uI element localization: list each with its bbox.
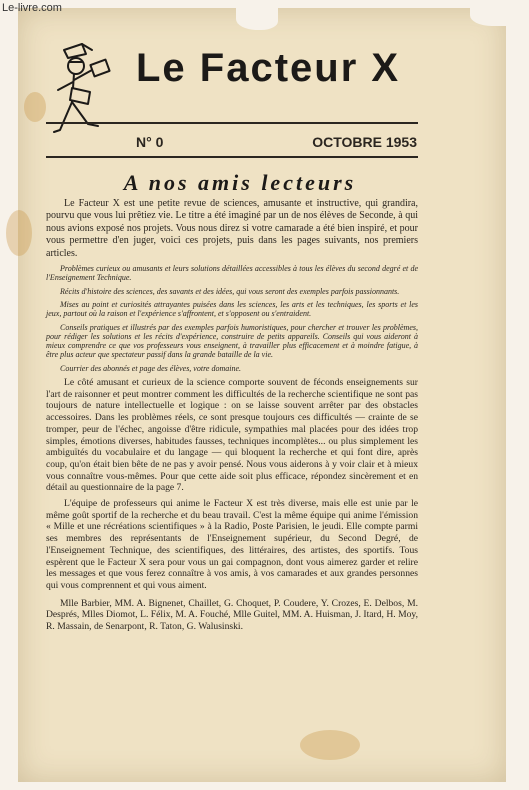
masthead-title: Le Facteur X xyxy=(136,46,401,90)
paper-stain xyxy=(6,210,32,256)
program-item: Récits d'histoire des sciences, des savants et des idées, qui vous seront des exemples parfois passionnants. xyxy=(60,286,400,296)
postman-mascot-icon xyxy=(52,40,122,140)
body-paragraph: Le côté amusant et curieux de la science comporte souvent de féconds enseignements sur l'art de raisonner et peut montrer comment les difficultés de la recherche scientifique ne sont pas toujours de nature intellectuelle et logique : on se laisse souvent arrêter par des obstacles accessoires. Dans les problèmes réels, ce sont presque toujours ces difficultés — crainte de se tromper, peur de l'échec, angoisse d'être ridicule, sympathies mal placées pour des idées trop simples, émotions diverses, habitudes fausses, techniques incomplètes... ou plus simplement les ambiguïtés du vocabulaire et du langage — qui bloquent la recherche et qui font dire, après coup, qu'on était bien bête de ne pas y avoir pensé. Nous vous aiderons à y voir clair et à mieux vous connaître vous-mêmes. Pour que cette aide soit plus efficace, répondez sincèrement et en détail au questionnaire de la page 7. xyxy=(46,377,418,494)
masthead-rule-top xyxy=(46,122,418,124)
torn-corner xyxy=(236,8,278,30)
article-headline: A nos amis lecteurs xyxy=(123,170,357,195)
issue-date: OCTOBRE 1953 xyxy=(312,134,417,150)
program-item: Problèmes curieux ou amusants et leurs solutions détaillées accessibles à tous les élèves du second degré et de l'Enseignement Technique. xyxy=(46,264,418,283)
paper-stain xyxy=(24,92,46,122)
watermark: Le-livre.com xyxy=(2,2,62,14)
program-item: Courrier des abonnés et page des élèves, votre domaine. xyxy=(60,363,241,373)
body-paragraph: L'équipe de professeurs qui anime le Facteur X est très diverse, mais elle est unie par le même goût sportif de la recherche et du beau travail. C'est la même équipe qui anime l'émission « Mille et une récréations scientifiques » à la Radio, Poste Parisien, le jeudi. Elle compte parmi ses membres des représentants de l'Enseignement supérieur, du Second Degré, de l'Enseignement Technique, des scientifiques, des littéraires, des artistes, des sportifs. Tous espèrent que le Facteur X sera pour vous un gai compagnon, dont vous aimerez garder et relire les messages et que vous ferez connaître à vos amis, à vos camarades et aux grandes personnes qui vous comprennent et qui vous aiment. xyxy=(46,498,418,591)
program-item: Conseils pratiques et illustrés par des exemples parfois humoristiques, pour chercher et trouver les problèmes, pour rédiger les solutions et les récits d'expérience, construire de petits appareils. Conseils qui vous aideront à mieux comprendre ce que vos professeurs vous enseignent, à travailler plus efficacement et à moindre fatigue, à être plus acteur que spectateur passif dans la grande bataille de la vie. xyxy=(46,322,418,360)
intro-paragraph: Le Facteur X est une petite revue de sciences, amusante et instructive, qui grandira, pourvu que vous lui prêtiez vie. Le titre a été imaginé par un de nos élèves de Seconde, à qui nous avions exposé nos projets. Vous nous direz si votre camarade a été bien inspiré, et pour vous permettre d'en juger, voici ces projets, puis dans les pages suivants, nos premiers articles. xyxy=(46,198,418,259)
paper-stain xyxy=(300,730,360,760)
issue-number: N° 0 xyxy=(136,134,164,150)
signatures: Mlle Barbier, MM. A. Bignenet, Chaillet, G. Choquet, P. Coudere, Y. Crozes, E. Delbos, M. Després, Mlles Diomot, L. Félix, M. A. Fouché, Mlle Guitel, MM. A. Huisman, J. Itard, H. Moy, R. Massain, de Senarpont, R. Taton, G. Walusinski. xyxy=(46,597,418,633)
article-body xyxy=(46,198,418,633)
masthead-rule-bottom xyxy=(46,156,418,158)
program-item: Mises au point et curiosités attrayantes puisées dans les sciences, les arts et les techniques, les sports et les jeux, partout où la raison et l'expérience s'affrontent, et s'opposent ou s'entraident. xyxy=(46,299,418,319)
